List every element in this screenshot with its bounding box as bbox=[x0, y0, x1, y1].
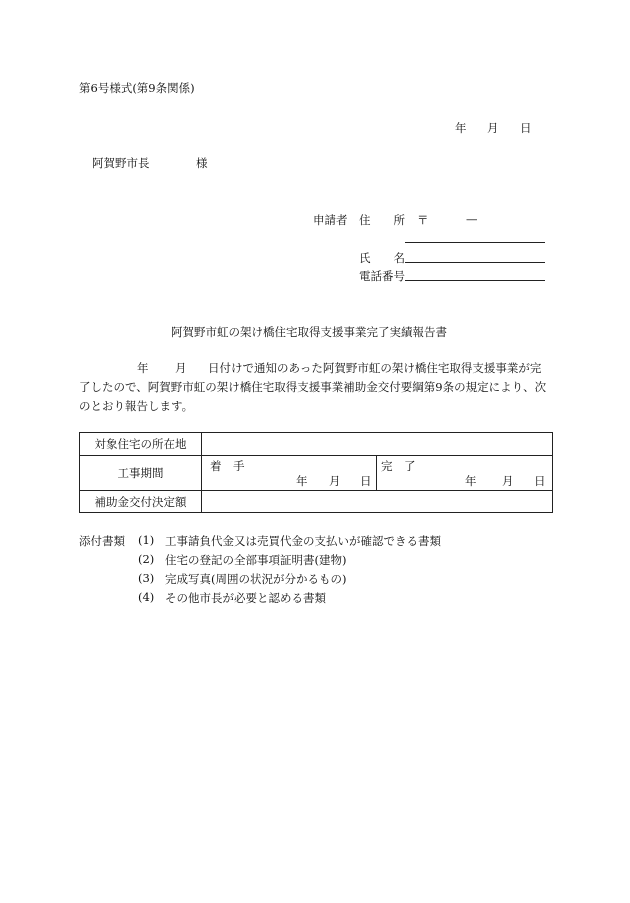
property-location-field[interactable] bbox=[202, 433, 553, 456]
report-table bbox=[79, 432, 553, 513]
start-label: 着 手 bbox=[210, 459, 245, 473]
attachment-number: (2) bbox=[138, 552, 155, 566]
end-year-label: 年 bbox=[465, 474, 477, 488]
end-day-label: 日 bbox=[534, 474, 546, 488]
document-title: 阿賀野市虹の架け橋住宅取得支援事業完了実績報告書 bbox=[171, 325, 447, 339]
name-label: 氏 名 bbox=[359, 251, 405, 265]
phone-underline bbox=[405, 280, 545, 281]
attachment-text: 工事請負代金又は売買代金の支払いが確認できる書類 bbox=[165, 534, 441, 548]
body-line-1: 日付けで通知のあった阿賀野市虹の架け橋住宅取得支援事業が完 bbox=[208, 361, 542, 375]
date-year-label: 年 bbox=[455, 121, 467, 135]
body-year-label: 年 bbox=[137, 361, 149, 375]
addressee-honorific: 様 bbox=[196, 156, 208, 170]
start-date-field[interactable] bbox=[202, 456, 377, 491]
body-month-label: 月 bbox=[175, 361, 187, 375]
attachment-text: 住宅の登記の全部事項証明書(建物) bbox=[165, 553, 347, 567]
start-year-label: 年 bbox=[296, 474, 308, 488]
table-row bbox=[80, 433, 553, 456]
attachment-number: (1) bbox=[138, 533, 155, 547]
completion-date-field[interactable] bbox=[377, 456, 553, 491]
date-month-label: 月 bbox=[487, 121, 499, 135]
form-number: 第6号様式(第9条関係) bbox=[79, 81, 195, 95]
table-row bbox=[80, 491, 553, 513]
completion-label: 完 了 bbox=[381, 459, 416, 473]
start-day-label: 日 bbox=[360, 474, 372, 488]
grant-amount-label: 補助金交付決定額 bbox=[80, 491, 202, 513]
table-row bbox=[80, 456, 553, 491]
attachment-number: (4) bbox=[138, 590, 155, 604]
addressee-name: 阿賀野市長 bbox=[92, 156, 150, 170]
end-month-label: 月 bbox=[502, 474, 514, 488]
postal-dash: — bbox=[466, 212, 478, 226]
applicant-label: 申請者 bbox=[313, 213, 348, 227]
address-label: 住 所 bbox=[359, 213, 405, 227]
attachment-number: (3) bbox=[138, 571, 155, 585]
start-month-label: 月 bbox=[329, 474, 341, 488]
body-line-3: のとおり報告します。 bbox=[79, 399, 194, 413]
attachment-text: 完成写真(周囲の状況が分かるもの) bbox=[165, 572, 347, 586]
phone-label: 電話番号 bbox=[359, 269, 405, 283]
attachments-heading: 添付書類 bbox=[79, 534, 125, 548]
postal-mark: 〒 bbox=[417, 213, 429, 227]
name-underline bbox=[405, 262, 545, 263]
property-location-label: 対象住宅の所在地 bbox=[80, 433, 202, 456]
body-line-2: 了したので、阿賀野市虹の架け橋住宅取得支援事業補助金交付要綱第9条の規定により、次 bbox=[79, 380, 547, 394]
address-underline bbox=[405, 242, 545, 243]
attachment-text: その他市長が必要と認める書類 bbox=[165, 591, 326, 605]
grant-amount-field[interactable] bbox=[202, 491, 553, 513]
date-day-label: 日 bbox=[520, 121, 532, 135]
construction-period-label: 工事期間 bbox=[80, 456, 202, 491]
